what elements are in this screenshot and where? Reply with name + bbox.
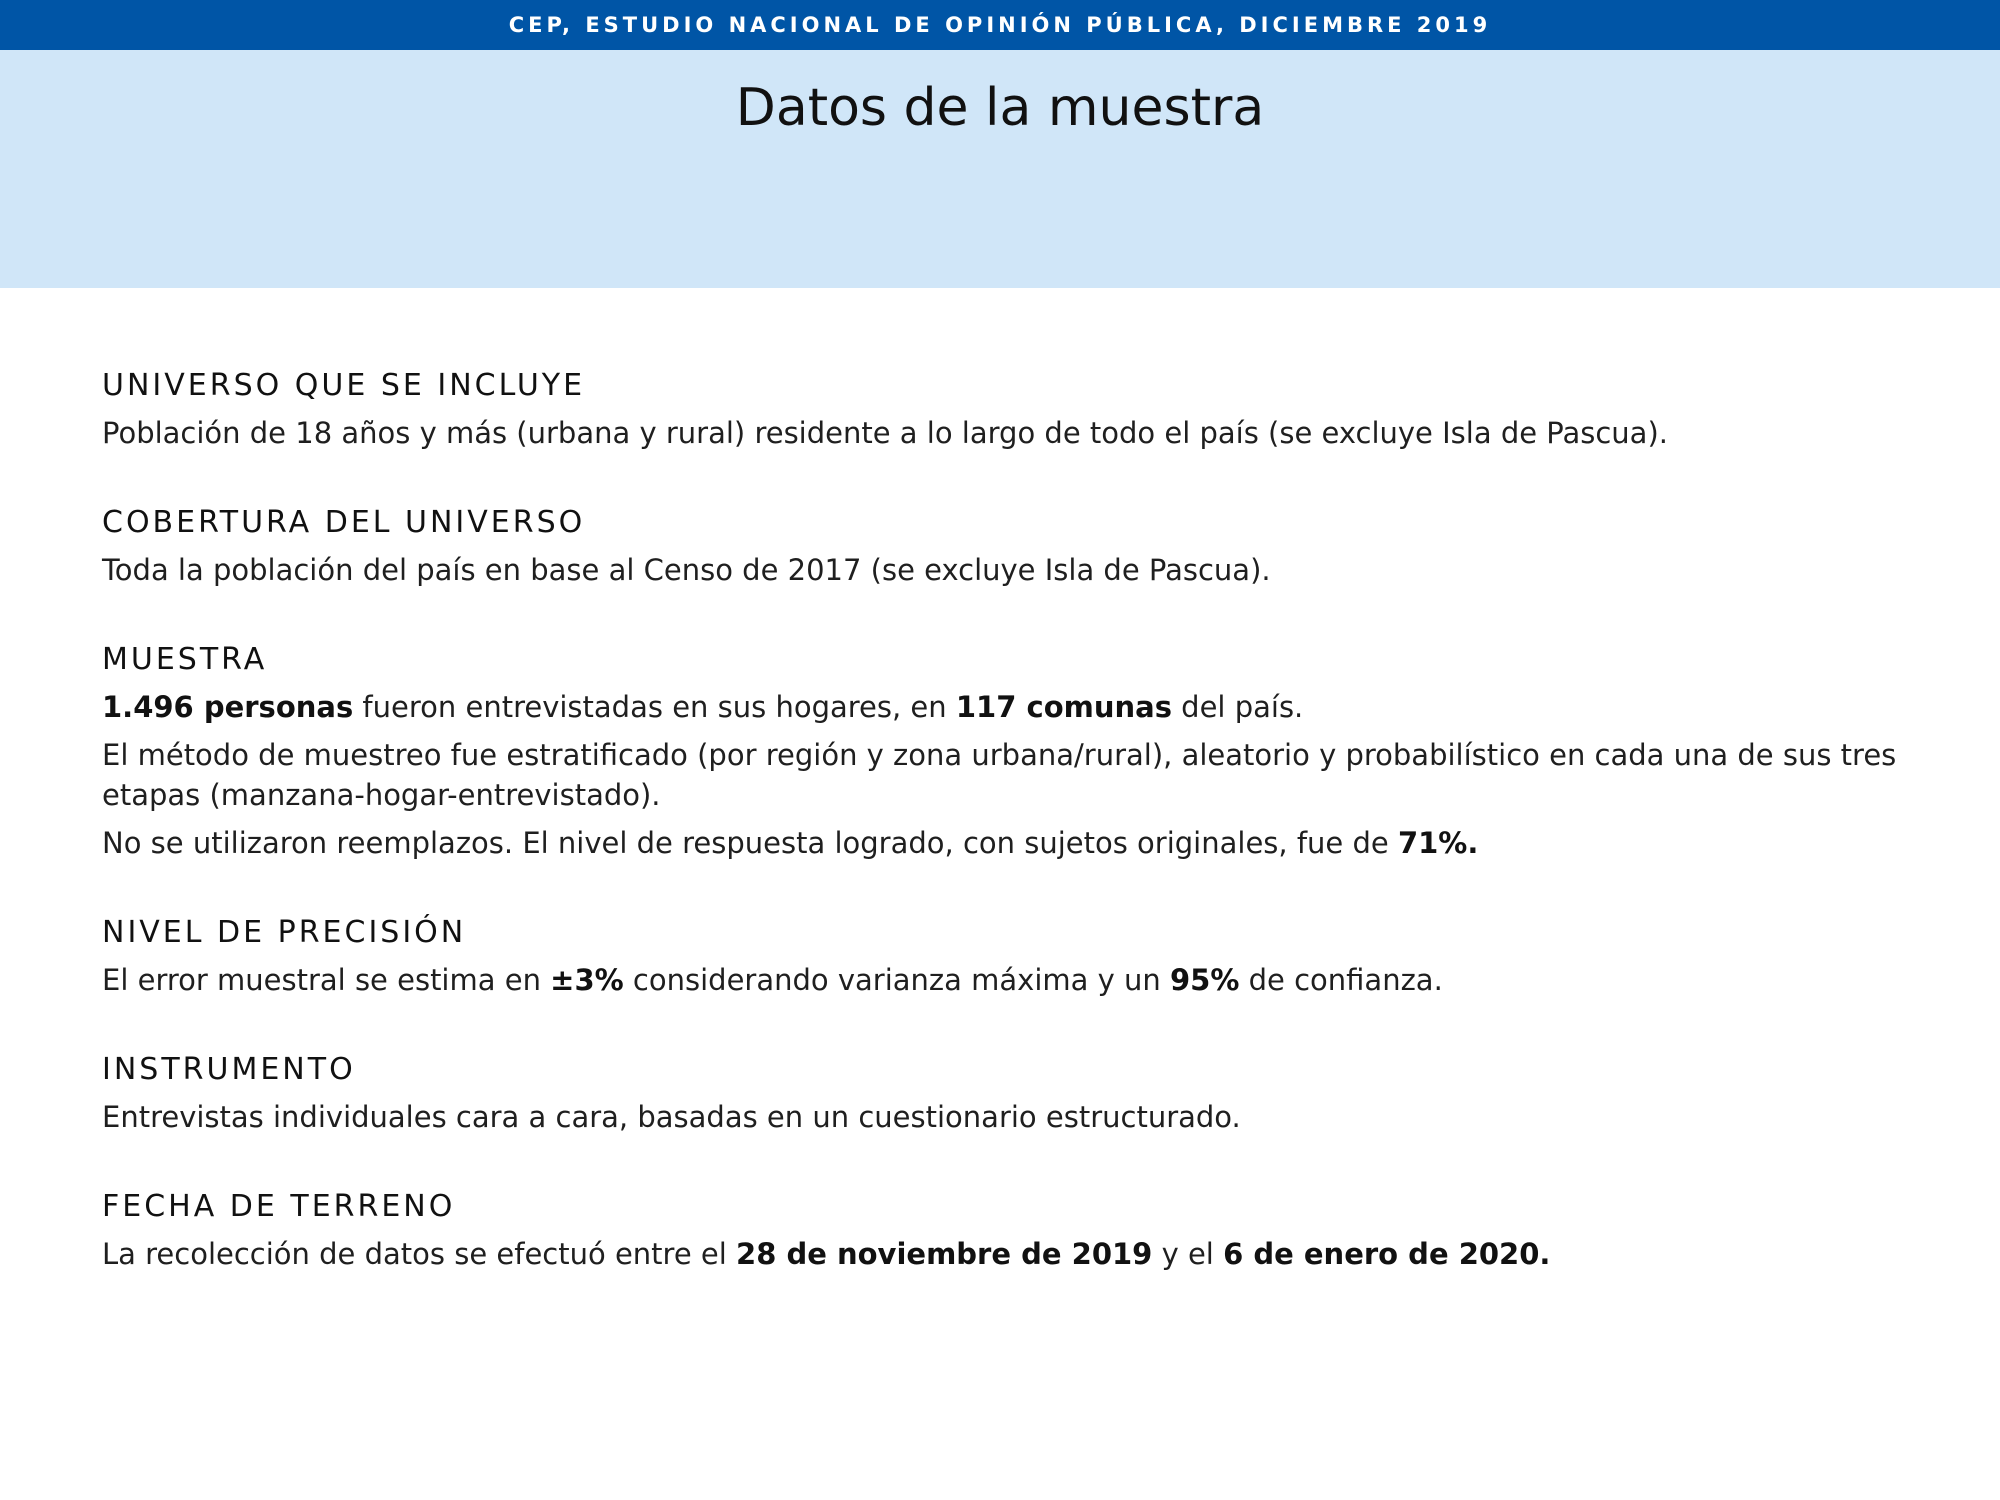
page-title: Datos de la muestra — [735, 78, 1265, 138]
banner-text: CEP, ESTUDIO NACIONAL DE OPINIÓN PÚBLICA, DICIEMBRE 2019 — [508, 13, 1492, 37]
precision-t2: considerando varianza máxima y un — [623, 963, 1170, 997]
muestra-response-rate: 71%. — [1397, 826, 1479, 860]
fecha-start-date: 28 de noviembre de 2019 — [736, 1237, 1153, 1271]
muestra-paragraph-3 — [102, 823, 1942, 863]
muestra-persons-count: 1.496 personas — [102, 690, 354, 724]
precision-confidence: 95% — [1169, 963, 1240, 997]
fecha-t2: y el — [1152, 1237, 1224, 1271]
cobertura-text: Toda la población del país en base al Censo de 2017 (se excluye Isla de Pascua). — [102, 553, 1271, 587]
content-area — [102, 368, 1942, 1326]
section-heading-muestra: MUESTRA — [102, 642, 268, 677]
precision-error-margin: ±3% — [550, 963, 624, 997]
section-heading-universo: UNIVERSO QUE SE INCLUYE — [102, 368, 586, 403]
precision-t1: El error muestral se estima en — [102, 963, 551, 997]
section-muestra — [102, 642, 1942, 863]
muestra-comunas-count: 117 comunas — [955, 690, 1172, 724]
precision-text — [102, 960, 1942, 1000]
instrumento-text: Entrevistas individuales cara a cara, basadas en un cuestionario estructurado. — [102, 1100, 1241, 1134]
section-heading-cobertura: COBERTURA DEL UNIVERSO — [102, 505, 586, 540]
section-heading-precision: NIVEL DE PRECISIÓN — [102, 915, 467, 950]
section-heading-instrumento: INSTRUMENTO — [102, 1052, 356, 1087]
fecha-t1: La recolección de datos se efectuó entre el — [102, 1237, 737, 1271]
fecha-end-date: 6 de enero de 2020. — [1223, 1237, 1551, 1271]
muestra-paragraph-1 — [102, 687, 1942, 727]
muestra-p3-text: No se utilizaron reemplazos. El nivel de respuesta logrado, con sujetos originales, fue de — [102, 826, 1398, 860]
universo-text: Población de 18 años y más (urbana y rural) residente a lo largo de todo el país (se excluye Isla de Pascua). — [102, 416, 1668, 450]
muestra-p1-end: del país. — [1171, 690, 1304, 724]
section-universo — [102, 368, 1942, 453]
section-precision — [102, 915, 1942, 1000]
title-band — [0, 50, 2000, 288]
precision-t3: de confianza. — [1239, 963, 1443, 997]
fecha-text — [102, 1234, 1942, 1274]
section-instrumento — [102, 1052, 1942, 1137]
section-heading-fecha: FECHA DE TERRENO — [102, 1189, 456, 1224]
section-fecha — [102, 1189, 1942, 1274]
muestra-paragraph-2: El método de muestreo fue estratificado (por región y zona urbana/rural), aleatorio y probabilístico en cada una de sus tres etapas (manzana-hogar-entrevistado). — [102, 738, 1897, 812]
top-banner — [0, 0, 2000, 50]
section-cobertura — [102, 505, 1942, 590]
muestra-p1-mid: fueron entrevistadas en sus hogares, en — [353, 690, 956, 724]
